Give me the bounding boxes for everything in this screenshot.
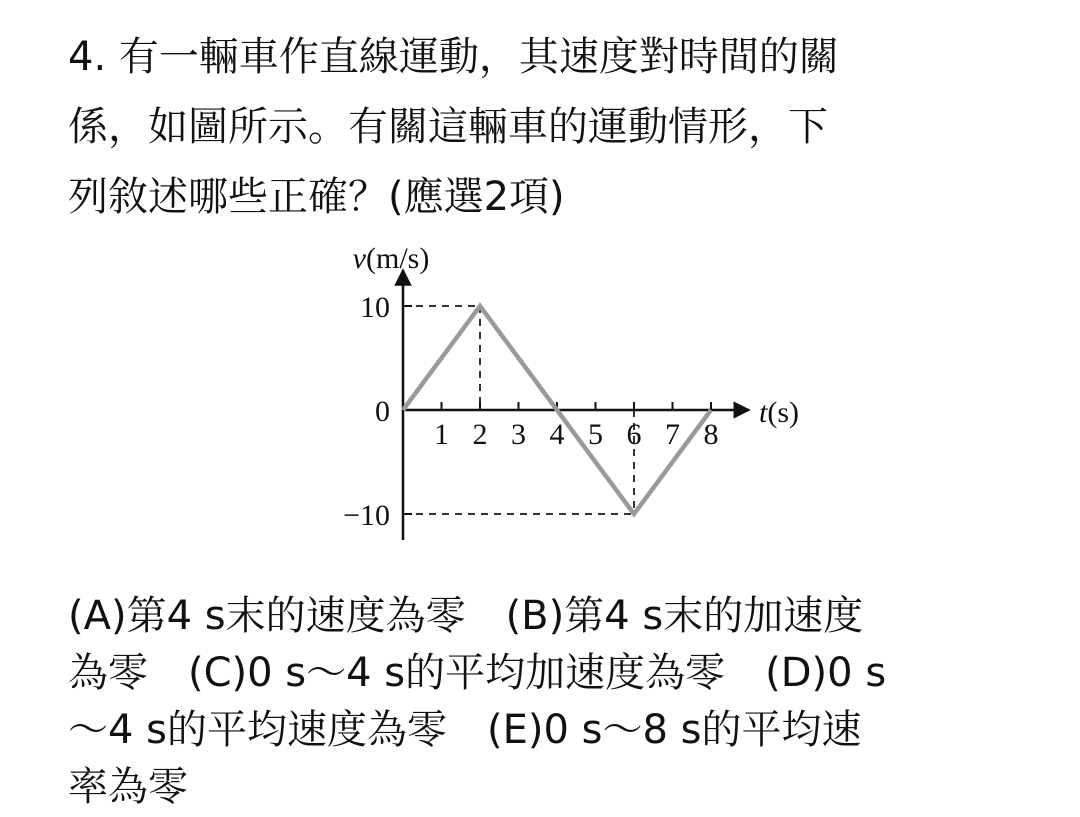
x-tick-label: 4 — [549, 418, 565, 451]
x-tick-label: 1 — [434, 418, 449, 451]
chart-labels — [343, 242, 799, 532]
answer-options — [68, 588, 1028, 816]
option-line: 率為零 — [68, 764, 188, 810]
x-tick-label: 3 — [511, 418, 526, 451]
option-line: (A)第4 s末的速度為零 (B)第4 s末的加速度 — [68, 593, 864, 639]
question-line: 4. 有一輛車作直線運動，其速度對時間的關 — [68, 34, 839, 80]
x-tick-label: 6 — [626, 418, 642, 451]
question-line: 係，如圖所示。有關這輛車的運動情形，下 — [68, 104, 828, 150]
x-tick-label: 5 — [588, 418, 603, 451]
option-line: ～4 s的平均速度為零 (E)0 s～8 s的平均速 — [68, 707, 862, 753]
chart-axes — [403, 270, 749, 540]
x-tick-label: 7 — [665, 418, 680, 451]
x-tick-label: 2 — [472, 418, 488, 451]
y-tick-label: 0 — [375, 395, 390, 428]
option-line: 為零 (C)0 s～4 s的平均加速度為零 (D)0 s — [68, 650, 887, 696]
x-tick-label: 8 — [703, 418, 719, 451]
y-tick-label: −10 — [343, 499, 390, 532]
velocity-time-chart — [310, 232, 850, 562]
x-axis-label: t(s) — [759, 396, 799, 429]
question-text — [68, 22, 1028, 232]
y-tick-label: 10 — [360, 291, 390, 324]
y-axis-label: v(m/s) — [352, 242, 430, 275]
question-line: 列敘述哪些正確？(應選2項) — [68, 174, 565, 220]
